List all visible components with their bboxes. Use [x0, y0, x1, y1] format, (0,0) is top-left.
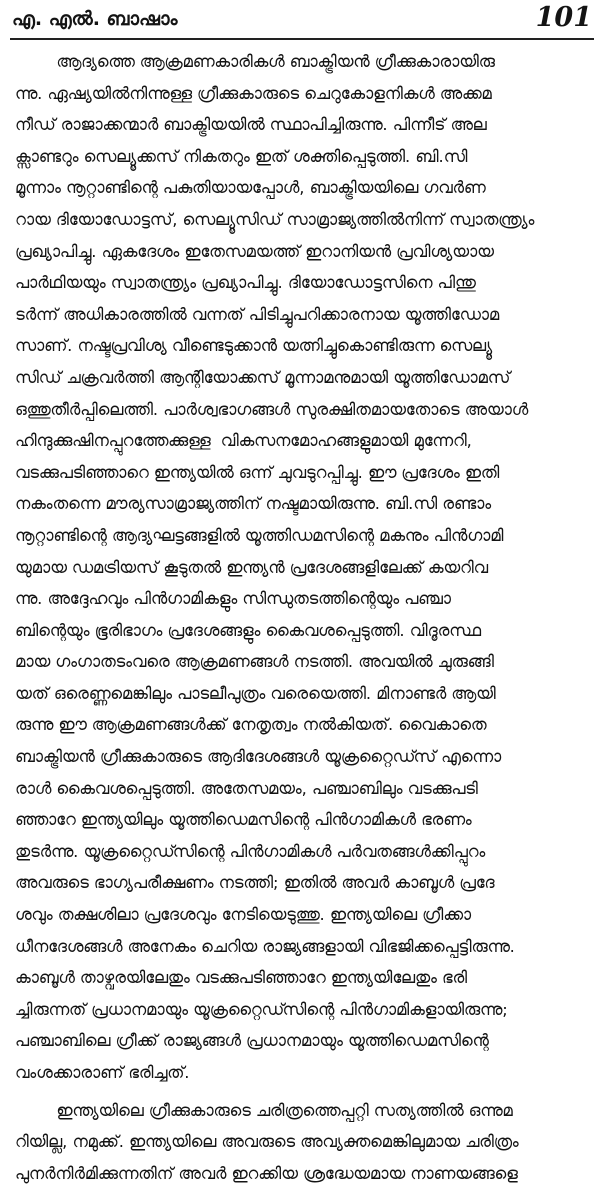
text-line: മായ ഗംഗാതടംവരെ ആക്രമണങ്ങൾ നടത്തി. അവയിൽ ചുരുങ്ങി [15, 652, 494, 672]
text-line: ബാക്ട്രിയൻ ഗ്രീക്കുകാരുടെ ആദിദേശങ്ങൾ യൂക്രറ്റൈഡ്സ് എന്നൊ [15, 747, 502, 767]
text-line: അവരുടെ ഭാഗ്യപരീക്ഷണം നടത്തി; ഇതിൽ അവർ കാബൂൾ പ്രദേ [15, 873, 495, 893]
text-line: റായ ദിയോഡോട്ടസ്, സെല്യൂസിഡ് സാമ്രാജ്യത്തിൽനിന്ന് സ്വാതന്ത്ര്യം [15, 209, 535, 229]
text-line: ആദ്യത്തെ ആക്രമണകാരികൾ ബാക്ട്രിയൻ ഗ്രീക്കുകാരായിരു [15, 52, 495, 71]
text-line: ഞ്ഞാറേ ഇന്ത്യയിലും യൂത്തിഡെമസിന്റെ പിൻഗാമികൾ ഭരണം [15, 810, 472, 830]
text-line: ബിന്റെയും ഭൂരിഭാഗം പ്രദേശങ്ങളും കൈവശപ്പെടുത്തി. വിദൂരസ്ഥ [15, 620, 481, 640]
page-header [0, 0, 600, 38]
text-line: പാർഥിയയും സ്വാതന്ത്ര്യം പ്രഖ്യാപിച്ചു. ദിയോഡോട്ടസിനെ പിന്തു [15, 273, 476, 293]
text-line: നൂറ്റാണ്ടിന്റെ ആദ്യഘട്ടങ്ങളിൽ യൂത്തിഡമസിന്റെ മകനും പിൻഗാമി [15, 525, 504, 545]
text-line: വംശക്കാരാണ് ഭരിച്ചത്. [15, 1063, 190, 1082]
text-line: സിഡ് ചക്രവർത്തി ആന്റിയോക്കസ് മൂന്നാമനുമായി യൂത്തിഡോമസ് [15, 367, 511, 387]
text-line: ക്സാണ്ടറും സെല്യൂക്കസ് നികതറും ഇത് ശക്തിപ്പെടുത്തി. ബി.സി [15, 146, 468, 166]
running-title: എ. എൽ. ബാഷാം [12, 8, 178, 30]
header-rule [10, 38, 594, 40]
text-line: പുനർനിർമിക്കുന്നതിന് അവർ ഇറക്കിയ ശ്രദ്ധേയമായ നാണയങ്ങളെ [15, 1163, 518, 1183]
text-line: ഹിന്ദുക്കുഷിനപ്പുറത്തേക്കുള്ള വികസനമോഹങ്ങളുമായി മുന്നേറി, [15, 431, 472, 451]
page-number: 101 [535, 2, 592, 33]
text-line: മൂന്നാം നൂറ്റാണ്ടിന്റെ പകുതിയായപ്പോൾ, ബാക്ട്രിയയിലെ ഗവർണ [15, 178, 486, 198]
text-line: യത് ഒരെണ്ണമെങ്കിലും പാടലീപുത്രം വരെയെത്തി. മിനാണ്ടർ ആയി [15, 683, 496, 703]
body-text [15, 46, 595, 1189]
text-line: സാണ്. നഷ്ടപ്രവിശ്യ വീണ്ടെടുക്കാൻ യത്നിച്ചുകൊണ്ടിരുന്ന സെല്യൂ [15, 336, 493, 356]
text-line: പ്രഖ്യാപിച്ചു. ഏകദേശം ഇതേസമയത്ത് ഇറാനിയൻ പ്രവിശ്യയായ [15, 241, 494, 261]
text-line: രുന്നു ഈ ആക്രമണങ്ങൾക്ക് നേതൃത്വം നൽകിയത്. വൈകാതെ [15, 715, 487, 735]
text-line: യുമായ ഡമട്രിയസ് കൂടുതൽ ഇന്ത്യൻ പ്രദേശങ്ങളിലേക്ക് കയറിവ [15, 557, 488, 577]
text-line: ഒത്തുതീർപ്പിലെത്തി. പാർശ്വഭാഗങ്ങൾ സുരക്ഷിതമായതോടെ അയാൾ [15, 399, 529, 419]
text-line: രാൾ കൈവശപ്പെടുത്തി. അതേസമയം, പഞ്ചാബിലും വടക്കുപടി [15, 778, 478, 798]
text-line: കാബൂൾ താഴ്വരയിലേതും വടക്കുപടിഞ്ഞാറേ ഇന്ത്യയിലേതും ഭരി [15, 968, 467, 988]
text-line: ച്ചിരുന്നത് പ്രധാനമായും യൂക്രറ്റൈഡ്സിന്റെ പിൻഗാമികളായിരുന്നു; [15, 999, 508, 1019]
text-line: പഞ്ചാബിലെ ഗ്രീക്ക് രാജ്യങ്ങൾ പ്രധാനമായും യൂത്തിഡെമസിന്റെ [15, 1031, 489, 1051]
paragraph [15, 46, 595, 1089]
text-line: നീഡ് രാജാക്കന്മാർ ബാക്ട്രിയയിൽ സ്ഥാപിച്ചിരുന്നു. പിന്നീട് അല [15, 115, 487, 135]
text-line: ശവും തക്ഷശിലാ പ്രദേശവും നേടിയെടുത്തു. ഇന്ത്യയിലെ ഗ്രീക്കാ [15, 905, 471, 925]
text-line: ഇന്ത്യയിലെ ഗ്രീക്കുകാരുടെ ചരിത്രത്തെപ്പറ്റി സത്യത്തിൽ ഒന്നുമ [15, 1100, 513, 1120]
text-line: ധീനദേശങ്ങൾ അനേകം ചെറിയ രാജ്യങ്ങളായി വിഭജിക്കപ്പെട്ടിരുന്നു. [15, 936, 515, 956]
paragraph [15, 1095, 595, 1189]
text-line: ടർന്ന് അധികാരത്തിൽ വന്നത് പിടിച്ചുപറിക്കാരനായ യൂത്തിഡോമ [15, 304, 500, 324]
text-line: ന്നു. ഏഷ്യയിൽനിന്നുള്ള ഗ്രീക്കുകാരുടെ ചെറുകോളനികൾ അക്കമ [15, 83, 492, 103]
text-line: വടക്കുപടിഞ്ഞാറെ ഇന്ത്യയിൽ ഒന്ന് ചുവടുറപ്പിച്ചു. ഈ പ്രദേശം ഇതി [15, 462, 500, 482]
text-line: റിയില്ല, നമുക്ക്. ഇന്ത്യയിലെ അവരുടെ അവ്യക്തമെങ്കിലുമായ ചരിത്രം [15, 1132, 519, 1152]
text-line: തുടർന്നു. യൂക്രറ്റൈഡ്സിന്റെ പിൻഗാമികൾ പർവതങ്ങൾക്കിപ്പുറം [15, 841, 486, 861]
text-line: നകംതന്നെ മൗര്യസാമ്രാജ്യത്തിന് നഷ്ടമായിരുന്നു. ബി.സി രണ്ടാം [15, 494, 492, 514]
text-line: ന്നു. അദ്ദേഹവും പിൻഗാമികളും സിന്ധുതടത്തിന്റെയും പഞ്ചാ [15, 589, 451, 609]
